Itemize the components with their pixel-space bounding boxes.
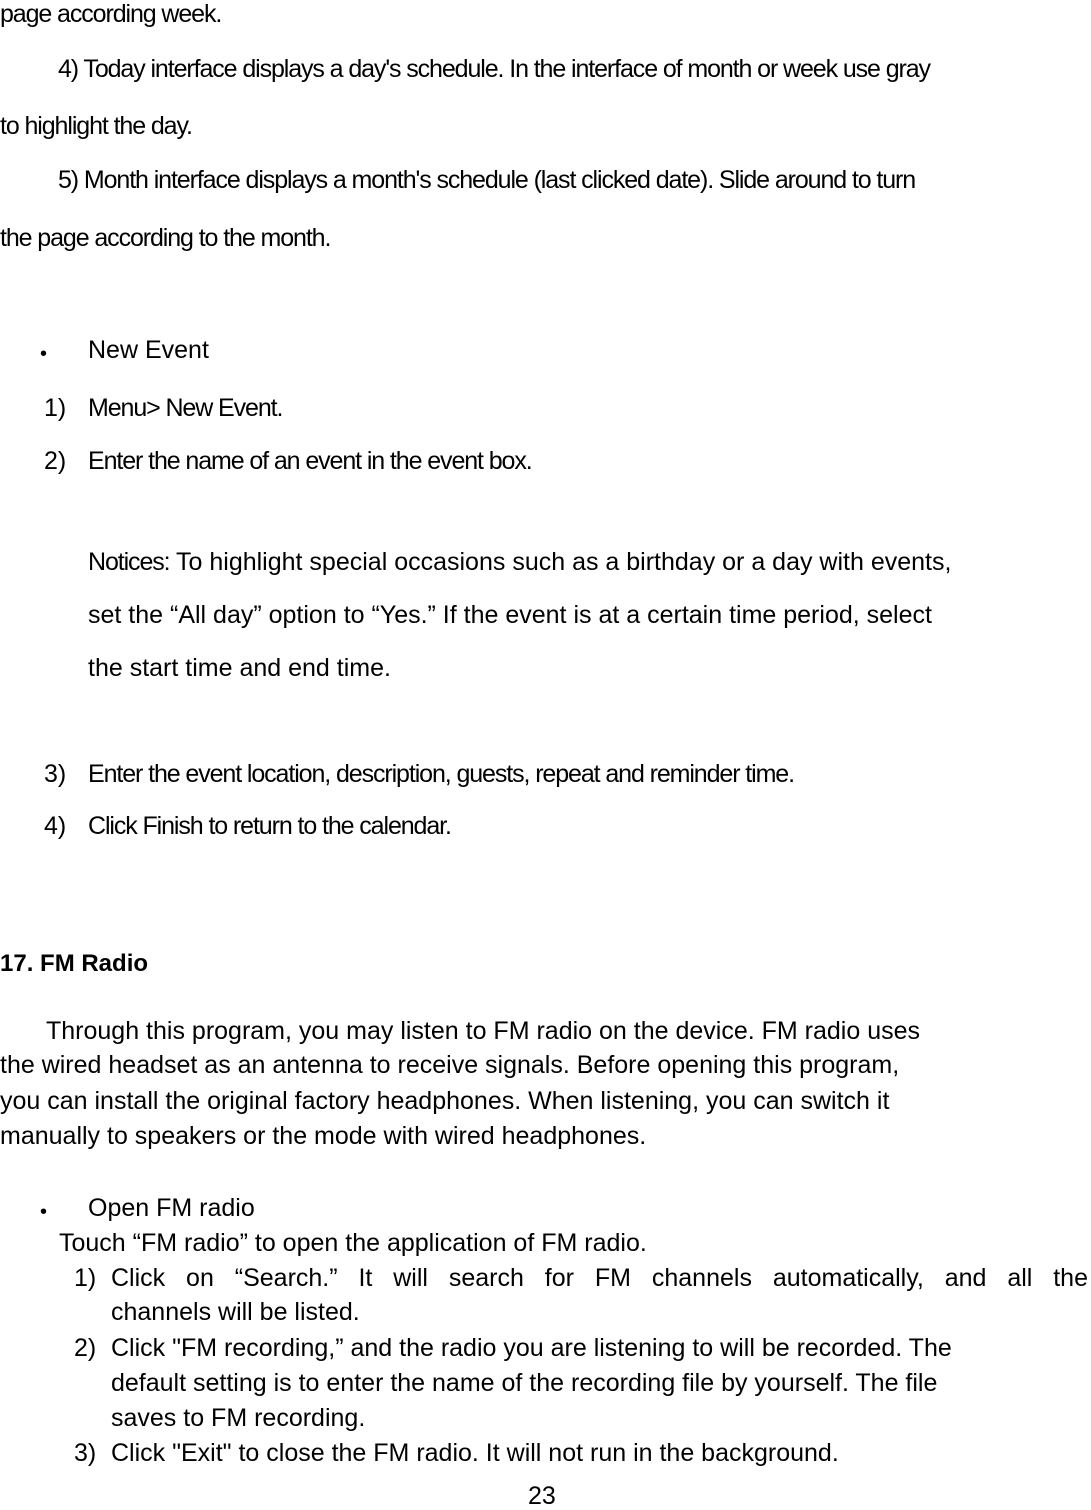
step-number: 3) — [74, 1439, 97, 1467]
notice-line: the start time and end time. — [88, 654, 391, 682]
intro-item-5-cont: the page according to the month. — [0, 224, 331, 252]
step-number: 2) — [44, 447, 67, 475]
section-heading-fm-radio: 17. FM Radio — [0, 950, 149, 977]
step-number: 3) — [44, 760, 67, 788]
intro-line: page according week. — [0, 0, 222, 28]
paragraph-line: manually to speakers or the mode with wired headphones. — [0, 1122, 647, 1150]
notice-line: set the “All day” option to “Yes.” If the event is at a certain time period, select — [88, 601, 932, 629]
step-number: 2) — [74, 1334, 97, 1362]
section-title-new-event: New Event — [88, 336, 209, 364]
step-text: Click "Exit" to close the FM radio. It will not run in the background. — [111, 1439, 839, 1467]
paragraph-line: Through this program, you may listen to FM radio on the device. FM radio uses — [46, 1017, 920, 1045]
step-number: 1) — [44, 394, 67, 422]
bullet-icon: • — [40, 1201, 48, 1223]
step-text: default setting is to enter the name of the recording file by yourself. The file — [111, 1369, 938, 1397]
notice-line — [88, 550, 951, 575]
bullet-icon: • — [40, 343, 48, 365]
notice-label: Notices: — [88, 548, 170, 576]
step-text: Menu> New Event. — [88, 394, 283, 422]
step-text: Enter the event location, description, guests, repeat and reminder time. — [88, 760, 794, 788]
intro-item-5: 5) Month interface displays a month's schedule (last clicked date). Slide around to turn — [58, 166, 916, 194]
step-text: channels will be listed. — [111, 1298, 360, 1326]
intro-item-4-cont: to highlight the day. — [0, 112, 192, 140]
step-text: Click Finish to return to the calendar. — [88, 812, 451, 840]
notice-text: To highlight special occasions such as a birthday or a day with events, — [169, 548, 952, 576]
step-number: 1) — [74, 1264, 97, 1292]
intro-item-4: 4) Today interface displays a day's schedule. In the interface of month or week use gray — [58, 55, 930, 83]
step-text: saves to FM recording. — [111, 1404, 366, 1432]
section-title-open-fm-radio: Open FM radio — [88, 1194, 255, 1222]
step-number: 4) — [44, 812, 67, 840]
step-text: Click "FM recording,” and the radio you are listening to will be recorded. The — [111, 1334, 952, 1362]
paragraph-line: the wired headset as an antenna to receive signals. Before opening this program, — [0, 1051, 900, 1079]
paragraph-line: you can install the original factory headphones. When listening, you can switch it — [0, 1087, 890, 1115]
step-text: Click on “Search.” It will search for FM channels automatically, and all the — [111, 1264, 1088, 1292]
open-intro: Touch “FM radio” to open the application of FM radio. — [59, 1229, 647, 1257]
page-number: 23 — [528, 1482, 556, 1510]
step-text: Enter the name of an event in the event box. — [88, 447, 532, 475]
